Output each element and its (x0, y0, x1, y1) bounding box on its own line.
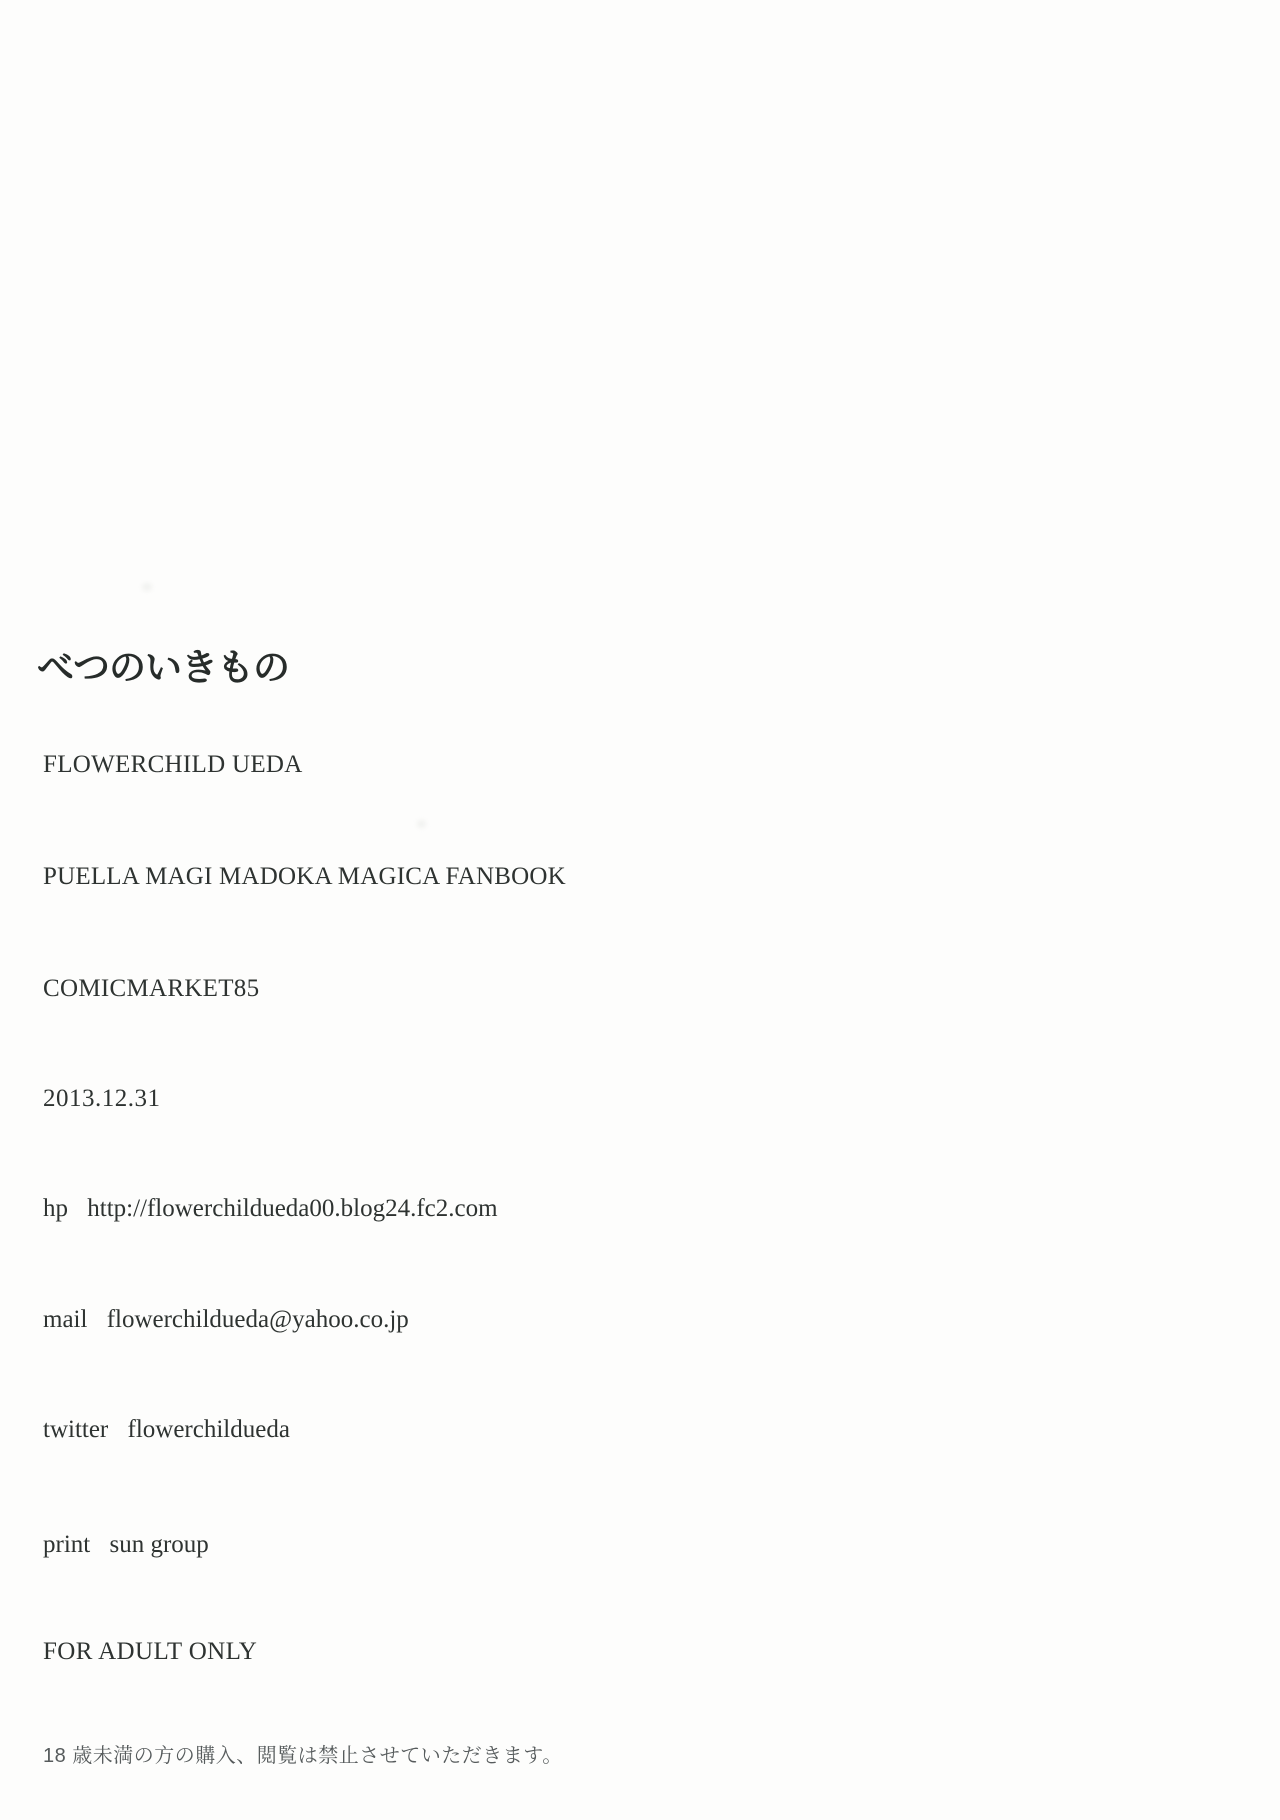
scan-smudge (142, 583, 152, 591)
release-date: 2013.12.31 (43, 1085, 161, 1112)
circle-name: FLOWERCHILD UEDA (43, 751, 303, 778)
contact-label-print: print (43, 1531, 91, 1558)
contact-row-twitter (43, 1417, 290, 1442)
age-restriction-disclaimer: 18 歳未満の方の購入、閲覧は禁止させていただきます。 (43, 1745, 563, 1767)
contact-row-hp (43, 1196, 498, 1221)
book-title: べつのいきもの (37, 648, 289, 689)
contact-value-printer-name: sun group (109, 1531, 209, 1558)
contact-value-twitter-handle: flowerchildueda (127, 1416, 290, 1443)
contact-row-mail (43, 1307, 409, 1332)
contact-label-twitter: twitter (43, 1416, 109, 1443)
contact-row-print (43, 1532, 209, 1557)
contact-value-hp-url: http://flowerchildueda00.blog24.fc2.com (87, 1195, 498, 1222)
contact-label-mail: mail (43, 1306, 88, 1333)
fanbook-line: PUELLA MAGI MADOKA MAGICA FANBOOK (43, 863, 566, 890)
contact-label-hp: hp (43, 1195, 68, 1222)
scan-smudge (417, 820, 426, 828)
adult-rating-label: FOR ADULT ONLY (43, 1638, 258, 1665)
event-name: COMICMARKET85 (43, 975, 260, 1002)
contact-value-mail-address: flowerchildueda@yahoo.co.jp (106, 1306, 409, 1333)
